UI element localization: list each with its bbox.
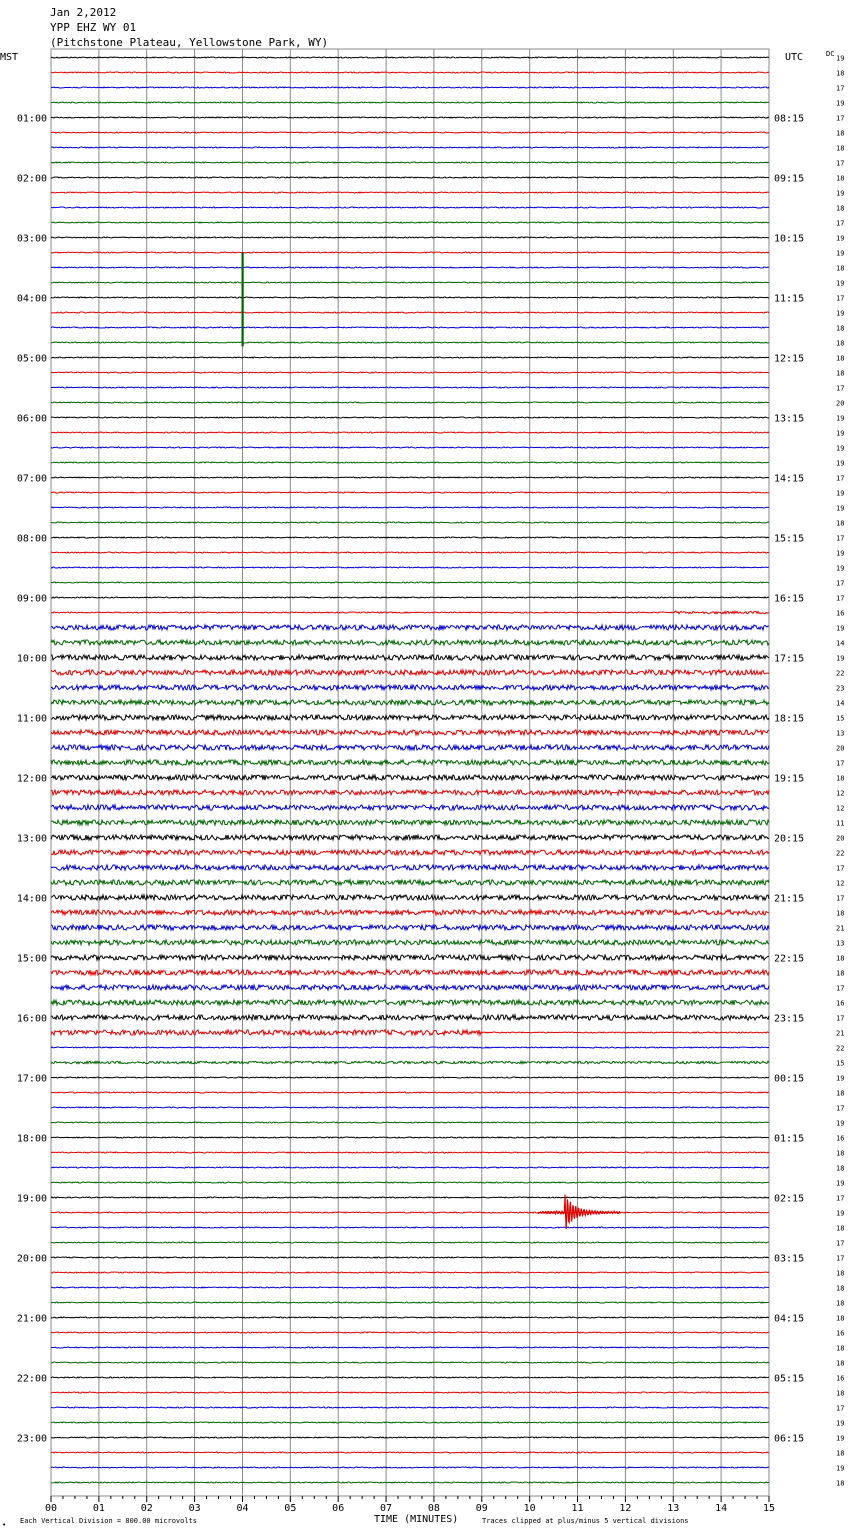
seismic-trace: [51, 970, 769, 975]
right-hour-label: 10:15: [774, 233, 805, 245]
seismic-trace: [51, 87, 769, 88]
dc-offset-value: 17: [836, 294, 845, 303]
dc-offset-value: 21: [836, 1029, 845, 1038]
seismic-trace: [51, 880, 769, 885]
left-hour-label: 02:00: [16, 173, 47, 185]
dc-offset-value: 13: [836, 729, 845, 738]
dc-offset-value: 22: [836, 849, 845, 858]
seismic-trace: [51, 1452, 769, 1453]
dc-offset-value: 18: [836, 1299, 845, 1308]
clip-note: Traces clipped at plus/minus 5 vertical divisions: [482, 1517, 689, 1525]
dc-offset-value: 18: [836, 204, 845, 213]
dc-offset-value: 17: [836, 1254, 845, 1263]
dc-offset-value: 18: [836, 1284, 845, 1293]
dc-offset-value: 19: [836, 1434, 845, 1443]
record-date: Jan 2,2012: [50, 6, 117, 19]
dc-offset-value: 18: [836, 339, 845, 348]
traces: [51, 57, 769, 1483]
dc-offset-value: 19: [836, 624, 845, 633]
right-axis-title: UTC: [785, 52, 804, 63]
dc-offset-value: 17: [836, 1404, 845, 1413]
left-hour-label: 19:00: [16, 1193, 47, 1205]
dc-offset-value: 17: [836, 159, 845, 168]
dc-offset-value: 19: [836, 234, 845, 243]
seismic-trace: [51, 1437, 769, 1438]
left-hour-label: 11:00: [16, 713, 47, 725]
dc-offset-value: 22: [836, 669, 845, 678]
dc-offset-value: 13: [836, 939, 845, 948]
seismic-trace: [51, 745, 769, 750]
event-earthquake: [538, 1195, 620, 1229]
plot-frame: [51, 49, 769, 1496]
dc-offset-value: 11: [836, 819, 845, 828]
seismic-trace: [51, 715, 769, 720]
dc-offset-value: 18: [836, 264, 845, 273]
x-tick-label: 10: [523, 1503, 536, 1514]
dc-offset-value: 18: [836, 354, 845, 363]
seismic-trace: [51, 1061, 769, 1064]
dc-offset-value: 18: [836, 954, 845, 963]
left-hour-label: 06:00: [16, 413, 47, 425]
seismic-trace: [51, 252, 769, 253]
seismic-trace: [51, 327, 769, 328]
dc-offset-value: 17: [836, 1194, 845, 1203]
dc-offset-value: 18: [836, 1269, 845, 1278]
right-hour-label: 21:15: [774, 893, 805, 905]
seismic-trace: [51, 655, 769, 660]
seismic-trace: [51, 207, 769, 208]
dc-offset-value: 17: [836, 84, 845, 93]
x-axis-label: TIME (MINUTES): [374, 1514, 459, 1525]
x-tick-label: 03: [188, 1503, 201, 1514]
dc-offset-value: 14: [836, 639, 845, 648]
dc-offset-value: 12: [836, 804, 845, 813]
dc-offset-value: 18: [836, 909, 845, 918]
seismic-trace: [51, 72, 769, 73]
x-tick-label: 13: [667, 1503, 680, 1514]
dc-label: DC: [826, 50, 835, 58]
seismic-trace: [51, 432, 769, 433]
seismic-trace: [51, 1362, 769, 1363]
seismic-trace: [51, 760, 769, 765]
seismic-trace: [51, 237, 769, 238]
left-hour-label: 22:00: [16, 1373, 47, 1385]
right-hour-label: 19:15: [774, 773, 805, 785]
seismic-trace: [51, 372, 769, 373]
seismic-trace: [51, 790, 769, 795]
left-hour-label: 12:00: [16, 773, 47, 785]
dc-offset-value: 20: [836, 399, 845, 408]
seismic-trace: [51, 1407, 769, 1408]
x-tick-label: 15: [762, 1503, 776, 1514]
dc-offset-value: 19: [836, 414, 845, 423]
dc-offset-value: 17: [836, 1104, 845, 1113]
dc-offset-value: 19: [836, 549, 845, 558]
seismic-trace: [51, 507, 769, 508]
dc-offset-column: [836, 55, 844, 1488]
dc-offset-value: 19: [836, 54, 845, 63]
seismic-trace: [51, 1107, 769, 1108]
right-hour-label: 13:15: [774, 413, 805, 425]
x-tick-label: 14: [715, 1503, 728, 1514]
dc-offset-value: 21: [836, 924, 845, 933]
left-hour-label: 17:00: [16, 1073, 47, 1085]
dc-offset-value: 15: [836, 714, 845, 723]
dc-offset-value: 12: [836, 789, 845, 798]
dc-offset-value: 12: [836, 879, 845, 888]
seismic-trace: [51, 102, 769, 103]
dc-offset-value: 18: [836, 1389, 845, 1398]
seismic-trace: [51, 297, 769, 298]
seismic-trace: [51, 177, 769, 178]
seismic-trace: [51, 835, 769, 840]
x-tick-label: 07: [380, 1503, 393, 1514]
seismic-trace: [51, 1167, 769, 1168]
dc-offset-value: 19: [836, 504, 845, 513]
dc-offset-value: 17: [836, 219, 845, 228]
seismic-trace: [51, 492, 769, 493]
seismic-trace: [51, 611, 769, 614]
dc-offset-value: 19: [836, 1419, 845, 1428]
seismic-trace: [51, 282, 769, 283]
seismic-trace: [51, 850, 769, 855]
seismic-trace: [51, 417, 769, 418]
dc-offset-value: 17: [836, 594, 845, 603]
dc-offset-value: 17: [836, 864, 845, 873]
seismic-trace: [51, 1467, 769, 1468]
seismic-trace: [51, 1212, 769, 1213]
dc-offset-value: 19: [836, 1209, 845, 1218]
dc-offset-value: 17: [836, 759, 845, 768]
right-hour-label: 01:15: [774, 1133, 805, 1145]
left-hour-label: 01:00: [16, 113, 47, 125]
left-hour-label: 10:00: [16, 653, 47, 665]
seismic-trace: [51, 940, 769, 945]
dc-offset-value: 17: [836, 534, 845, 543]
seismic-trace: [51, 312, 769, 313]
seismic-trace: [51, 1197, 769, 1198]
seismic-trace: [51, 820, 769, 825]
seismic-trace: [51, 985, 769, 990]
dc-offset-value: 19: [836, 99, 845, 108]
seismic-trace: [51, 1015, 769, 1020]
left-axis-title: MST: [0, 52, 19, 63]
seismic-trace: [51, 625, 769, 630]
seismic-trace: [51, 1317, 769, 1318]
event-spike: [242, 253, 244, 347]
dc-offset-value: 20: [836, 834, 845, 843]
left-hour-label: 14:00: [16, 893, 47, 905]
seismic-trace: [51, 1332, 769, 1333]
seismic-trace: [51, 582, 769, 583]
seismic-trace: [51, 1227, 769, 1228]
dc-offset-value: 20: [836, 744, 845, 753]
seismic-trace: [51, 1392, 769, 1393]
seismic-trace: [51, 222, 769, 223]
right-hour-label: 22:15: [774, 953, 805, 965]
dc-offset-value: 17: [836, 1014, 845, 1023]
right-hour-label: 02:15: [774, 1193, 805, 1205]
x-tick-label: 05: [284, 1503, 297, 1514]
seismic-trace: [51, 147, 769, 148]
seismic-trace: [51, 1122, 769, 1123]
left-hour-label: 16:00: [16, 1013, 47, 1025]
right-hour-label: 08:15: [774, 113, 805, 125]
dc-offset-value: 17: [836, 579, 845, 588]
station-location: (Pitchstone Plateau, Yellowstone Park, WY): [50, 36, 329, 49]
seismic-trace: [51, 132, 769, 133]
dc-offset-value: 17: [836, 894, 845, 903]
dc-offset-value: 18: [836, 1479, 845, 1488]
seismic-trace: [51, 925, 769, 930]
scale-note: Each Vertical Division = 800.00 microvolts: [20, 1517, 198, 1525]
station-code: YPP EHZ WY 01: [50, 21, 137, 34]
dc-offset-value: 19: [836, 249, 845, 258]
dc-offset-value: 18: [836, 129, 845, 138]
dc-offset-value: 17: [836, 114, 845, 123]
seismic-trace: [51, 357, 769, 358]
seismic-trace: [51, 670, 769, 675]
left-hour-label: 03:00: [16, 233, 47, 245]
dc-offset-value: 18: [836, 969, 845, 978]
seismic-trace: [51, 1152, 769, 1153]
seismic-trace: [51, 462, 769, 463]
dc-offset-value: 18: [836, 1344, 845, 1353]
right-hour-label: 04:15: [774, 1313, 805, 1325]
seismic-trace: [51, 522, 769, 523]
seismic-trace: [51, 387, 769, 388]
dc-offset-value: 16: [836, 609, 845, 618]
seismic-trace: [51, 1137, 769, 1138]
seismic-trace: [51, 267, 769, 268]
x-tick-label: 06: [332, 1503, 345, 1514]
left-hour-label: 23:00: [16, 1433, 47, 1445]
dc-offset-value: 19: [836, 1464, 845, 1473]
left-hour-label: 09:00: [16, 593, 47, 605]
left-hour-label: 07:00: [16, 473, 47, 485]
dc-offset-value: 16: [836, 1329, 845, 1338]
corner-mark: •: [2, 1521, 7, 1529]
seismic-trace: [51, 955, 769, 960]
dc-offset-value: 19: [836, 309, 845, 318]
seismic-trace: [51, 1092, 769, 1093]
dc-offset-value: 19: [836, 279, 845, 288]
dc-offset-value: 18: [836, 1359, 845, 1368]
dc-offset-value: 18: [836, 1449, 845, 1458]
left-hour-label: 08:00: [16, 533, 47, 545]
x-axis-ticks: [45, 1496, 775, 1514]
seismic-trace: [51, 895, 769, 900]
right-hour-label: 11:15: [774, 293, 805, 305]
seismic-trace: [51, 685, 769, 690]
seismic-trace: [51, 192, 769, 193]
seismic-trace: [51, 775, 769, 780]
dc-offset-value: 19: [836, 459, 845, 468]
dc-offset-value: 18: [836, 174, 845, 183]
dc-offset-value: 19: [836, 1119, 845, 1128]
x-tick-label: 08: [427, 1503, 440, 1514]
seismic-trace: [51, 477, 769, 478]
seismic-trace: [51, 1302, 769, 1303]
seismic-trace: [51, 1287, 769, 1288]
seismic-trace: [51, 537, 769, 538]
seismic-trace: [51, 1347, 769, 1348]
seismic-trace: [51, 865, 769, 870]
dc-offset-value: 19: [836, 189, 845, 198]
dc-offset-value: 18: [836, 774, 845, 783]
dc-offset-value: 23: [836, 684, 845, 693]
seismic-trace: [51, 1242, 769, 1243]
dc-offset-value: 19: [836, 1074, 845, 1083]
seismic-trace: [51, 1000, 769, 1005]
dc-offset-value: 19: [836, 1179, 845, 1188]
x-tick-label: 04: [236, 1503, 249, 1514]
right-hour-label: 18:15: [774, 713, 805, 725]
seismic-trace: [51, 640, 769, 645]
right-hour-label: 17:15: [774, 653, 805, 665]
seismic-trace: [51, 910, 769, 915]
seismic-trace: [51, 597, 769, 598]
seismic-trace: [51, 1077, 769, 1078]
dc-offset-value: 18: [836, 1314, 845, 1323]
dc-offset-value: 18: [836, 519, 845, 528]
dc-offset-value: 15: [836, 1059, 845, 1068]
seismic-trace: [51, 700, 769, 705]
right-hour-label: 23:15: [774, 1013, 805, 1025]
seismic-trace: [51, 117, 769, 118]
dc-offset-value: 18: [836, 1224, 845, 1233]
seismic-trace: [51, 552, 769, 553]
x-tick-label: 01: [92, 1503, 105, 1514]
right-hour-label: 15:15: [774, 533, 805, 545]
dc-offset-value: 18: [836, 369, 845, 378]
dc-offset-value: 17: [836, 1239, 845, 1248]
right-hour-label: 06:15: [774, 1433, 805, 1445]
seismic-trace: [51, 402, 769, 403]
seismic-trace: [51, 1377, 769, 1378]
right-hour-label: 20:15: [774, 833, 805, 845]
seismic-trace: [51, 447, 769, 448]
dc-offset-value: 17: [836, 384, 845, 393]
right-hour-label: 09:15: [774, 173, 805, 185]
seismic-trace: [51, 1182, 769, 1183]
seismic-trace: [51, 1047, 769, 1048]
dc-offset-value: 18: [836, 144, 845, 153]
seismic-trace: [51, 57, 769, 58]
dc-offset-value: 18: [836, 1089, 845, 1098]
seismic-trace: [51, 730, 769, 735]
dc-offset-value: 17: [836, 984, 845, 993]
seismic-trace: [51, 342, 769, 343]
x-tick-label: 00: [44, 1503, 58, 1514]
left-hour-label: 21:00: [16, 1313, 47, 1325]
seismic-trace: [51, 567, 769, 568]
left-hour-label: 15:00: [16, 953, 47, 965]
x-tick-label: 02: [140, 1503, 153, 1514]
dc-offset-value: 18: [836, 69, 845, 78]
dc-offset-value: 16: [836, 999, 845, 1008]
right-hour-label: 16:15: [774, 593, 805, 605]
dc-offset-value: 19: [836, 429, 845, 438]
dc-offset-value: 19: [836, 654, 845, 663]
seismic-trace: [51, 1482, 769, 1483]
left-hour-label: 13:00: [16, 833, 47, 845]
dc-offset-value: 17: [836, 474, 845, 483]
left-hour-label: 04:00: [16, 293, 47, 305]
dc-offset-value: 16: [836, 1374, 845, 1383]
x-tick-label: 12: [619, 1503, 632, 1514]
grid: [51, 49, 769, 1496]
x-tick-label: 09: [475, 1503, 488, 1514]
dc-offset-value: 19: [836, 564, 845, 573]
x-tick-label: 11: [571, 1503, 584, 1514]
dc-offset-value: 18: [836, 1164, 845, 1173]
dc-offset-value: 19: [836, 444, 845, 453]
dc-offset-value: 19: [836, 489, 845, 498]
seismic-trace: [51, 1422, 769, 1423]
seismic-trace: [51, 1257, 769, 1258]
left-hour-label: 20:00: [16, 1253, 47, 1265]
left-hour-label: 18:00: [16, 1133, 47, 1145]
dc-offset-value: 18: [836, 1149, 845, 1158]
seismic-trace: [51, 805, 769, 810]
right-hour-label: 05:15: [774, 1373, 805, 1385]
dc-offset-value: 16: [836, 1134, 845, 1143]
dc-offset-value: 22: [836, 1044, 845, 1053]
right-hour-label: 12:15: [774, 353, 805, 365]
seismic-trace: [51, 1030, 769, 1035]
left-hour-label: 05:00: [16, 353, 47, 365]
seismic-trace: [51, 1272, 769, 1273]
seismic-trace: [51, 162, 769, 163]
right-hour-label: 03:15: [774, 1253, 805, 1265]
right-hour-label: 14:15: [774, 473, 805, 485]
dc-offset-value: 18: [836, 324, 845, 333]
dc-offset-value: 14: [836, 699, 845, 708]
right-hour-label: 00:15: [774, 1073, 805, 1085]
